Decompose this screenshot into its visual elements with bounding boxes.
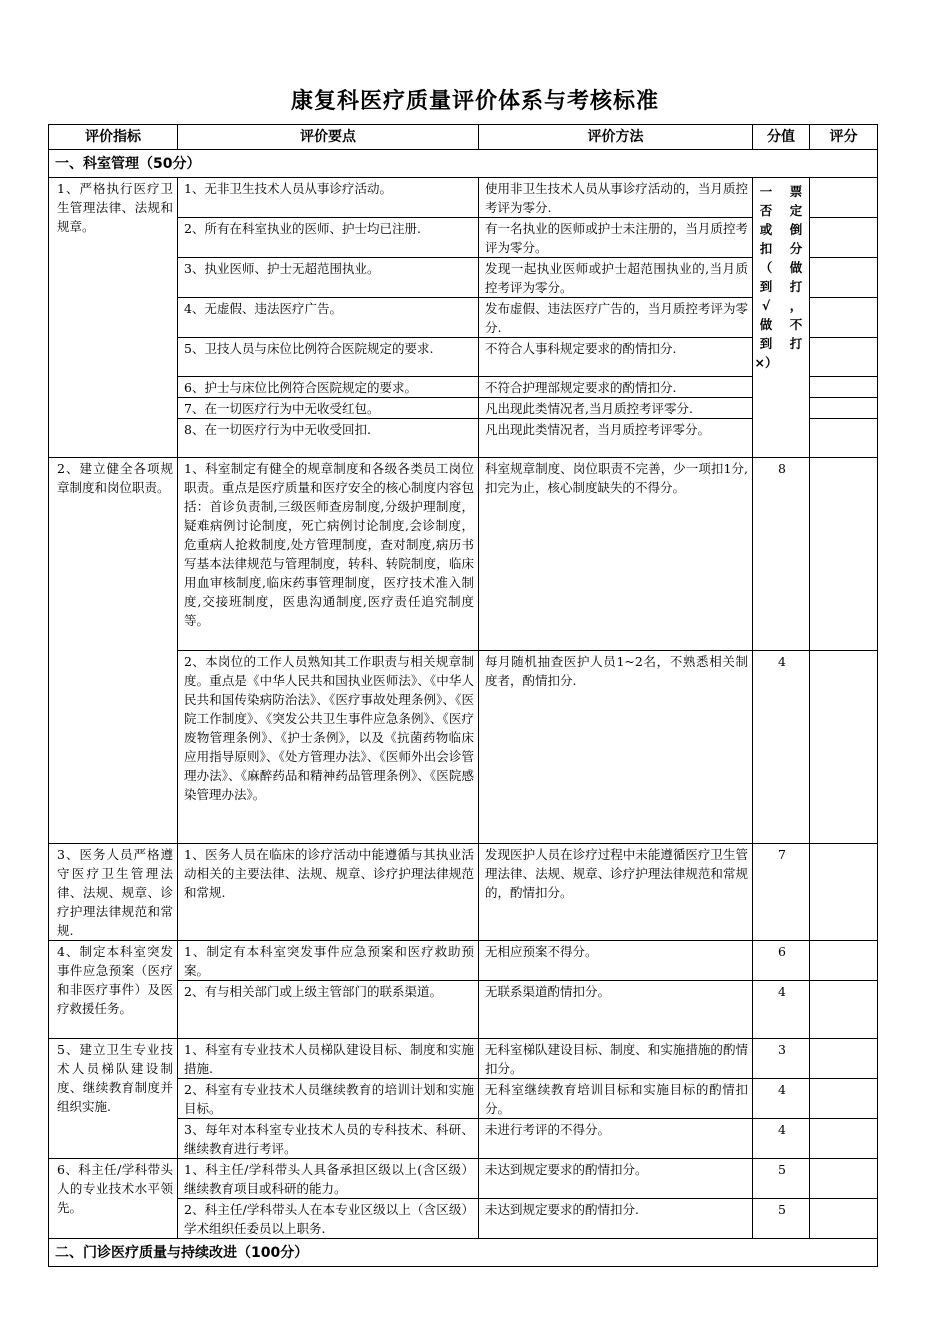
rating-cell	[810, 419, 878, 458]
rating-cell	[810, 258, 878, 298]
point-cell: 1、科室制定有健全的规章制度和各级各类员工岗位职责。重点是医疗质量和医疗安全的核心制度内容包括：首诊负责制,三级医师查房制度,分级护理制度，疑难病例讨论制度，死亡病例讨论制度,会诊制度，危重病人抢救制度,处方管理制度，查对制度,病历书写基本法律规范与管理制度，转科、转院制度，临床用血审核制度,临床药事管理制度，医疗技术准入制度,交接班制度，医患沟通制度,医疗责任追究制度等。	[178, 458, 479, 651]
point-cell: 4、无虚假、违法医疗广告。	[178, 298, 479, 338]
rating-cell	[810, 651, 878, 844]
indicator-cell: 4、制定本科室突发事件应急预案（医疗和非医疗事件）及医疗救援任务。	[49, 941, 178, 1039]
point-cell: 2、科室有专业技术人员继续教育的培训计划和实施目标。	[178, 1079, 479, 1119]
rating-cell	[810, 338, 878, 377]
indicator-cell: 3、医务人员严格遵守医疗卫生管理法律、法规、规章、诊疗护理法律规范和常规.	[49, 844, 178, 941]
method-cell: 每月随机抽查医护人员1~2名，不熟悉相关制度者，酌情扣分.	[479, 651, 753, 844]
header-row	[49, 125, 878, 150]
veto-note	[753, 178, 810, 458]
indicator-cell: 6、科主任/学科带头人的专业技术水平领先。	[49, 1159, 178, 1239]
section-title: 二、门诊医疗质量与持续改进（100分）	[49, 1239, 878, 1267]
rating-cell	[810, 1159, 878, 1199]
point-cell: 8、在一切医疗行为中无收受回扣.	[178, 419, 479, 458]
point-cell: 1、科主任/学科带头人具备承担区级以上(含区级）继续教育项目或科研的能力。	[178, 1159, 479, 1199]
method-cell: 无科室梯队建设目标、制度、和实施措施的酌情扣分。	[479, 1039, 753, 1079]
score-cell: 6	[753, 941, 810, 981]
rating-cell	[810, 844, 878, 941]
method-cell: 不符合护理部规定要求的酌情扣分.	[479, 377, 753, 398]
point-cell: 1、无非卫生技术人员从事诊疗活动。	[178, 178, 479, 218]
rating-cell	[810, 377, 878, 398]
method-cell: 发现一起执业医师或护士超范围执业的,当月质控考评为零分。	[479, 258, 753, 298]
score-cell: 5	[753, 1159, 810, 1199]
point-cell: 2、有与相关部门或上级主管部门的联系渠道。	[178, 981, 479, 1039]
header-indicator: 评价指标	[49, 125, 178, 150]
method-cell: 凡出现此类情况者，当月质控考评零分。	[479, 419, 753, 458]
point-cell: 3、执业医师、护士无超范围执业。	[178, 258, 479, 298]
table-row	[49, 1159, 878, 1199]
score-cell: 4	[753, 651, 810, 844]
rating-cell	[810, 1039, 878, 1079]
method-cell: 未进行考评的不得分。	[479, 1119, 753, 1159]
point-cell: 2、所有在科室执业的医师、护士均已注册.	[178, 218, 479, 258]
header-method: 评价方法	[479, 125, 753, 150]
table-row	[49, 1039, 878, 1079]
score-cell: 8	[753, 458, 810, 651]
section-title: 一、科室管理（50分）	[49, 150, 878, 178]
table-row	[49, 844, 878, 941]
score-cell: 5	[753, 1199, 810, 1239]
veto-note-col1: 一 否 或 扣 （ 到 √ 做 到 ×）	[754, 184, 778, 370]
point-cell: 1、医务人员在临床的诊疗活动中能遵循与其执业活动相关的主要法律、法规、规章、诊疗护理法律规范和常规.	[178, 844, 479, 941]
rating-cell	[810, 218, 878, 258]
score-cell: 4	[753, 1119, 810, 1159]
method-cell: 科室规章制度、岗位职责不完善，少一项扣1分,扣完为止，核心制度缺失的不得分。	[479, 458, 753, 651]
score-cell: 4	[753, 1079, 810, 1119]
method-cell: 有一名执业的医师或护士未注册的，当月质控考评为零分。	[479, 218, 753, 258]
page-title: 康复科医疗质量评价体系与考核标准	[290, 89, 659, 114]
method-cell: 无联系渠道酌情扣分。	[479, 981, 753, 1039]
point-cell: 1、制定有本科室突发事件应急预案和医疗救助预案。	[178, 941, 479, 981]
method-cell: 发现医护人员在诊疗过程中未能遵循医疗卫生管理法律、法规、规章、诊疗护理法律规范和常规的，酌情扣分。	[479, 844, 753, 941]
table-row	[49, 941, 878, 981]
rating-cell	[810, 941, 878, 981]
method-cell: 未达到规定要求的酌情扣分。	[479, 1159, 753, 1199]
point-cell: 5、卫技人员与床位比例符合医院规定的要求.	[178, 338, 479, 377]
section-row	[49, 1239, 878, 1267]
indicator-cell: 1、严格执行医疗卫生管理法律、法规和规章。	[49, 178, 178, 458]
header-score-value: 分值	[753, 125, 810, 150]
point-cell: 3、每年对本科室专业技术人员的专科技术、科研、继续教育进行考评。	[178, 1119, 479, 1159]
point-cell: 2、科主任/学科带头人在本专业区级以上（含区级）学术组织任委员以上职务.	[178, 1199, 479, 1239]
rating-cell	[810, 398, 878, 419]
header-rating: 评分	[810, 125, 878, 150]
method-cell: 不符合人事科规定要求的酌情扣分.	[479, 338, 753, 377]
rating-cell	[810, 1079, 878, 1119]
method-cell: 发布虚假、违法医疗广告的，当月质控考评为零分.	[479, 298, 753, 338]
method-cell: 凡出现此类情况者,当月质控考评零分.	[479, 398, 753, 419]
veto-note-col2: 票 定 倒 分 做 打 ， 不 打	[789, 184, 803, 351]
rating-cell	[810, 1199, 878, 1239]
score-cell: 3	[753, 1039, 810, 1079]
rating-cell	[810, 981, 878, 1039]
point-cell: 2、本岗位的工作人员熟知其工作职责与相关规章制度。重点是《中华人民共和国执业医师法》、《中华人民共和国传染病防治法》、《医疗事故处理条例》、《医院工作制度》、《突发公共卫生事件应急条例》、《医疗废物管理条例》、《护士条例》，以及《抗菌药物临床应用指导原则》、《处方管理办法》、《医师外出会诊管理办法》、《麻醉药品和精神药品管理条例》、《医院感染管理办法》。	[178, 651, 479, 844]
rating-cell	[810, 458, 878, 651]
table-row	[49, 178, 878, 218]
evaluation-table	[48, 124, 878, 1267]
section-row	[49, 150, 878, 178]
method-cell: 使用非卫生技术人员从事诊疗活动的，当月质控考评为零分.	[479, 178, 753, 218]
point-cell: 6、护士与床位比例符合医院规定的要求。	[178, 377, 479, 398]
method-cell: 无科室继续教育培训目标和实施目标的酌情扣分。	[479, 1079, 753, 1119]
rating-cell	[810, 178, 878, 218]
indicator-cell: 5、建立卫生专业技术人员梯队建设制度、继续教育制度并组织实施.	[49, 1039, 178, 1159]
rating-cell	[810, 298, 878, 338]
rating-cell	[810, 1119, 878, 1159]
score-cell: 7	[753, 844, 810, 941]
method-cell: 未达到规定要求的酌情扣分.	[479, 1199, 753, 1239]
score-cell: 4	[753, 981, 810, 1039]
indicator-cell: 2、建立健全各项规章制度和岗位职责。	[49, 458, 178, 844]
point-cell: 7、在一切医疗行为中无收受红包。	[178, 398, 479, 419]
point-cell: 1、科室有专业技术人员梯队建设目标、制度和实施措施.	[178, 1039, 479, 1079]
header-points: 评价要点	[178, 125, 479, 150]
method-cell: 无相应预案不得分。	[479, 941, 753, 981]
table-row	[49, 458, 878, 651]
